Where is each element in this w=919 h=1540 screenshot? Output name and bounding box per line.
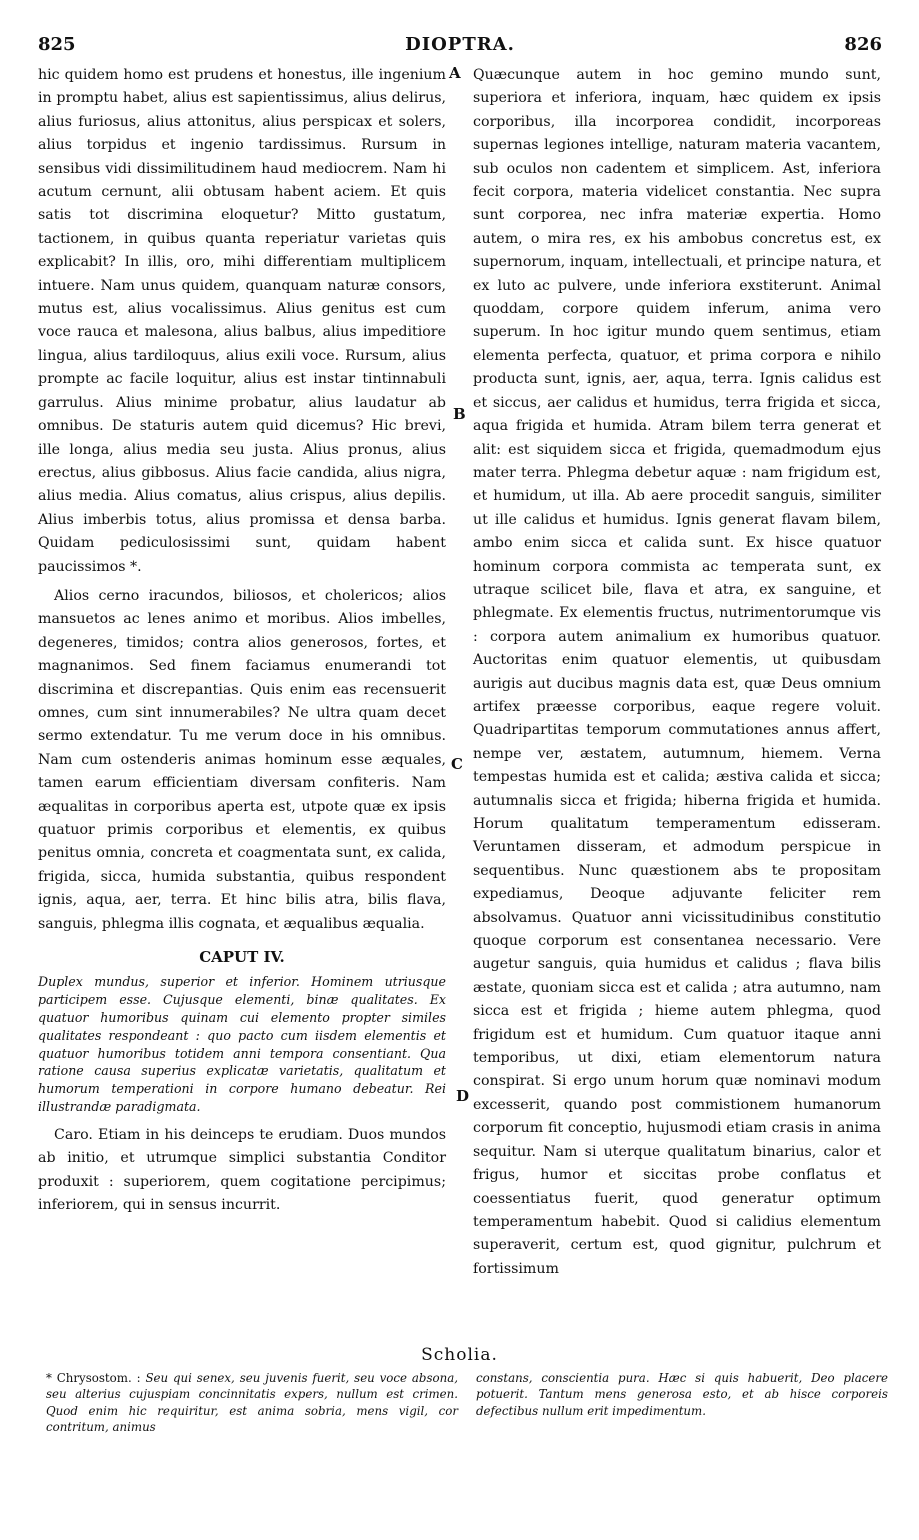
left-paragraph-3: Caro. Etiam in his deinceps te erudiam. Duos mundos ab initio, et utrumque simplici substantia Conditor produxit : superiorem, quem cogitatione percipimus; inferiorem, qui in sensus incurrit. (38, 1126, 446, 1214)
margin-marker-d: D (456, 1087, 470, 1105)
right-paragraph-1: Quæcunque autem in hoc gemino mundo sunt, superiora et inferiora, inquam, hæc quidem ex ipsis corporibus, illa incorporea condidit, incorporeas supernas legiones intellige, naturam materia vacantem, sub oculos non cadentem et simplicem. Ast, inferiora fecit corpora, materia videlicet constantia. Nec supra sunt corporea, nec infra materiæ expertia. Homo autem, o mira res, ex his ambobus concretus est, ex supernorum, inquam, intellectuali, et principe natura, et ex luto ac pulvere, unde inferiora exstiterunt. Animal quoddam, corpore quidem inferum, anima vero superum. In hoc igitur mundo quem sentimus, etiam elementa perfecta, quatuor, et prima corpora e nihilo producta sunt, ignis, aer, aqua, terra. Ignis calidus est et siccus, aer calidus et humidus, terra frigida et sicca, aqua frigida et humida. Atram bilem terra generat et alit: est siquidem sicca et frigida, quemadmodum ejus mater terra. Phlegma debetur aquæ : nam frigidum est, et humidum, ut illa. Ab aere procedit sanguis, similiter ut ille calidus et humidus. Ignis generat flavam bilem, ambo enim sicca et calida sunt. Ex hisce quatuor hominum corpora commista ac temperata sunt, ex utraque scilicet bile, flava et atra, ex sanguine, et phlegmate. Ex elementis fructus, nutrimentorumque vis : corpora autem animalium ex humoribus quatuor. Auctoritas enim quatuor elementis, ut quibusdam aurigis aut ducibus magnis data est, quæ Deus omnium artifex præesse corporibus, eaque regere voluit. Quadripartitas temporum commutationes annus affert, nempe ver, æstatem, autumnum, hiemem. Verna tempestas humida est et calida; æstiva calida et sicca; autumnalis sicca et frigida; hiberna frigida et humida. Horum qualitatum temperamentum edisseram. Veruntamen disseram, et admodum perspicue in sequentibus. Nunc quæstionem abs te propositam expediamus, Deoque adjuvante feliciter rem absolvamus. Quatuor anni vicissitudinibus constitutio quoque corporum est consentanea necessario. Vere augetur sanguis, quia humidus et calidus ; flava bilis æstate, quoniam sicca est et calida ; atra autumno, nam sicca est et frigida ; hieme autem phlegma, quod frigidum est et humidum. Cum quatuor itaque anni temporibus, ut dixi, etiam elementorum natura conspirat. Si ergo unum horum quæ nominavi modum excesserit, quando post commistionem humanorum corporum fit conceptio, hujusmodi etiam crasis in anima sequitur. Nam si uterque qualitatum binarius, calor et frigus, humor et siccitas probe conflatus et coessentiatus fuerit, quod generatur optimum temperamentum habebit. Quod si calidius elementum superaverit, certum est, quod gignitur, pulchrum et fortissimum (473, 67, 881, 1277)
left-paragraph-2: Alios cerno iracundos, biliosos, et cholericos; alios mansuetos ac lenes animo et moribus. Alios imbelles, degeneres, timidos; contra alios generosos, fortes, et magnanimos. Sed finem faciamus enumerandi tot discrimina et discrepantias. Quis enim eas recensuerit omnes, cum sint innumerabiles? Ne ultra quam decet sermo extendatur. Tu me verum doce in his omnibus. Nam cum ostenderis animas hominum esse æquales, tamen earum efficientiam diversam confiteris. Nam æqualitas in corporibus aperta est, utpote quæ ex ipsis quatuor primis corporibus et elementis, ex quibus penitus omnia, concreta et coagmentata sunt, ex calida, frigida, sicca, humida substantia, quibus respondent ignis, aqua, aer, terra. Et hinc bilis atra, bilis flava, sanguis, phlegma illis cognata, et æqualibus æqualia. (38, 587, 446, 932)
page-number-left: 825 (38, 34, 76, 55)
margin-marker-b: B (453, 405, 466, 423)
scholia-title: Scholia. (421, 1345, 498, 1365)
scholia-note-left (46, 1370, 458, 1436)
left-paragraph-1: hic quidem homo est prudens et honestus, ille ingenium in promptu habet, alius est sapientissimus, alius delirus, alius furiosus, alius attonitus, alius perspicax et solers, alius torpidus et ingenio tardissimus. Rursum in sensibus vidi dissimilitudinem haud mediocrem. Nam hi acutum cernunt, alii obtusam habent aciem. Et quis satis tot discrimina eloquetur? Mitto gustatum, tactionem, in quibus quanta reperiatur varietas quis explicabit? In illis, oro, mihi differentiam multiplicem intuere. Nam unus quidem, quanquam naturæ consors, mutus est, alius vocalissimus. Alius genitus est cum voce rauca et malesona, alius balbus, alius impeditiore lingua, alius tardiloquus, alius exili voce. Rursum, alius prompte ac facile loquitur, alius est instar tintinnabuli garrulus. Alius minime probatur, alius laudatur ab omnibus. De staturis autem quid dicemus? Hic brevi, ille longa, alius media seu justa. Alius pronus, alius erectus, alius gibbosus. Alius facie candida, alius nigra, alius media. Alius comatus, alius crispus, alius depilis. Alius imberbis totus, alius promissa et densa barba. Quidam pediculosissimi sunt, quidam habent paucissimos *. (38, 67, 446, 575)
margin-marker-c: C (451, 755, 463, 773)
running-title: DIOPTRA. (405, 34, 515, 55)
left-column (38, 64, 446, 1223)
chapter-heading: CAPUT IV. (199, 948, 285, 967)
scholia-note-lead: * Chrysostom. : (46, 1371, 141, 1385)
chapter-summary: Duplex mundus, superior et inferior. Hominem utriusque participem esse. Cujusque elementi, binæ qualitates. Ex quatuor humoribus quinam cui elemento propter similes qualitates respondeant : quo pacto cum iisdem elementis et quatuor humoribus totidem anni tempora consentiant. Qua ratione causa superius explicatæ varietatis, qualitatum et humorum temperationi in corpore humano debeatur. Rei illustrandæ paradigmata. (38, 974, 446, 1115)
right-column (473, 64, 881, 1287)
page-header (38, 34, 882, 58)
scholia-note-text: Seu qui senex, seu juvenis fuerit, seu voce absona, seu alterius cujuspiam concinnitatis expers, nullum est crimen. Quod enim hic requiritur, est anima sobria, mens vigil, cor contritum, animus (46, 1371, 459, 1435)
margin-marker-a: A (449, 64, 461, 82)
page-number-right: 826 (844, 34, 882, 55)
scholia-note-right: constans, conscientia pura. Hæc si quis habuerit, Deo placere potuerit. Tantum mens generosa esto, et ab hisce corporeis defectibus nullum erit impedimentum. (476, 1371, 888, 1418)
